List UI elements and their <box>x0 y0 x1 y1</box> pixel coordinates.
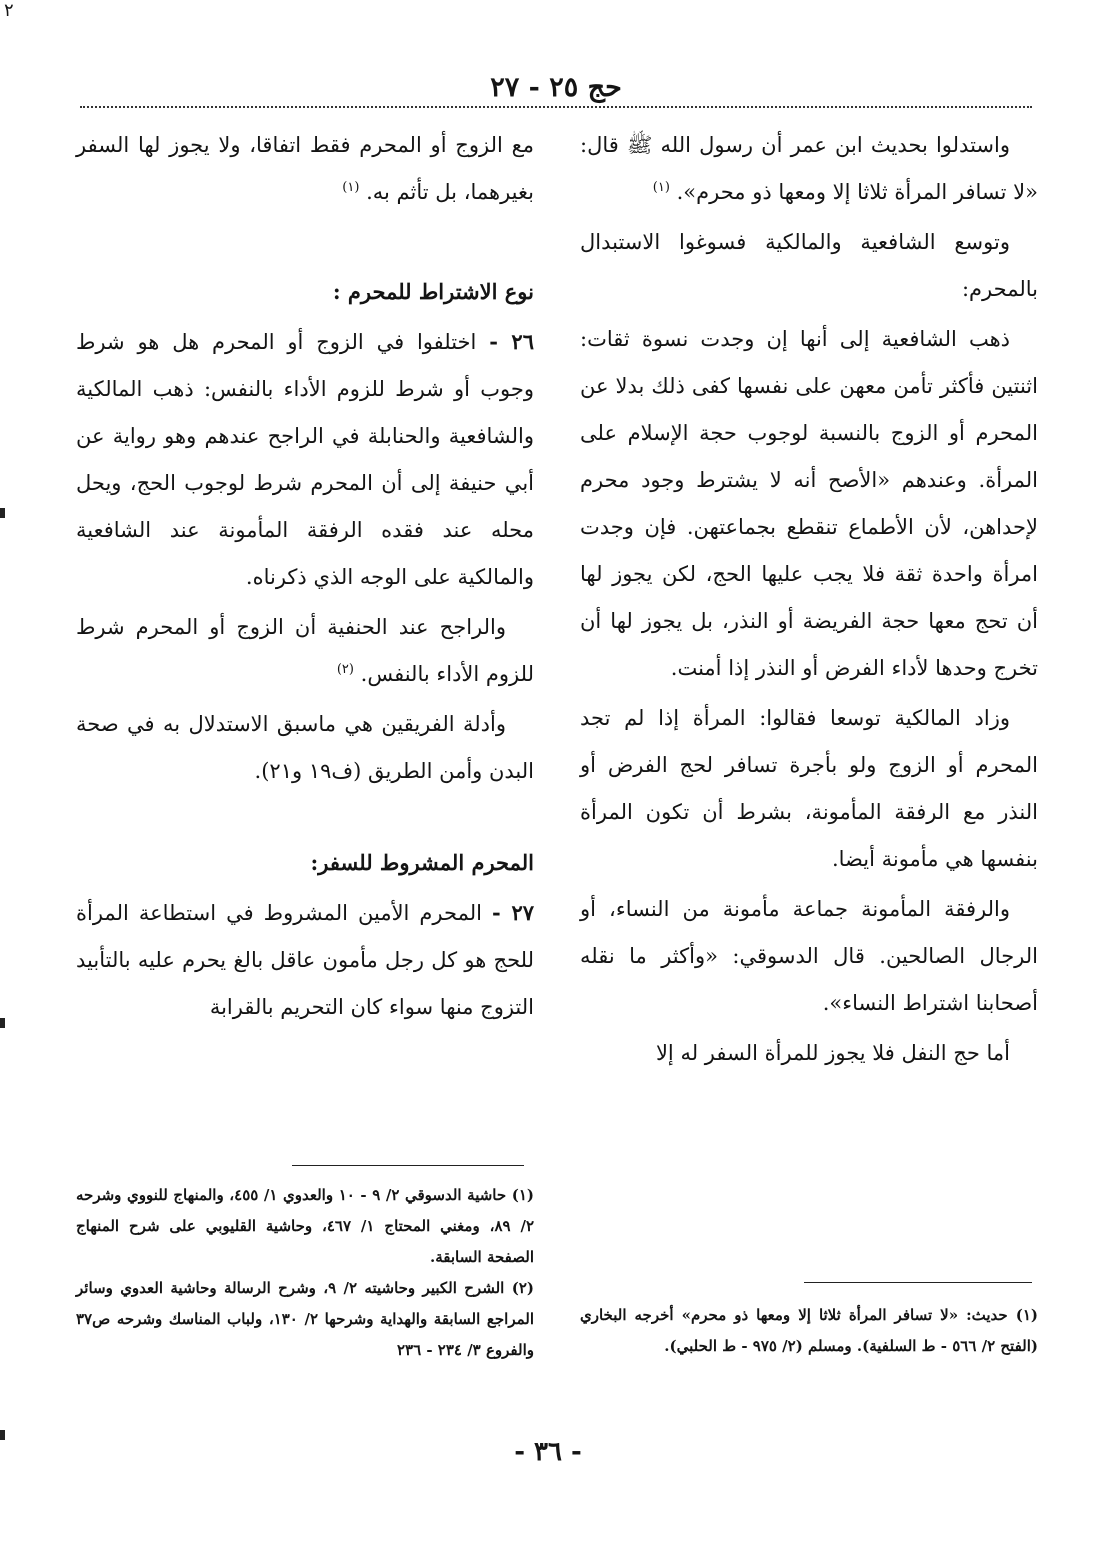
right-para-4: وزاد المالكية توسعا فقالوا: المرأة إذا لم تجد المحرم أو الزوج ولو بأجرة تسافر لحج الفرض أو النذر مع الرفقة المأمونة، بشرط أن تكون المرأة بنفسها هي مأمونة أيضا. <box>580 706 1038 871</box>
margin-mark <box>0 1430 5 1440</box>
right-para-3: ذهب الشافعية إلى أنها إن وجدت نسوة ثقات: اثنتين فأكثر تأمن معهن على نفسها كفى ذلك بدلا عن المحرم أو الزوج بالنسبة لوجوب حجة الإسلام على المرأة. وعندهم «الأصح أنه لا يشترط وجود محرم لإحداهن، لأن الأطماع تنقطع بجماعتهن. فإن وجدت امرأة واحدة ثقة فلا يجب عليها الحج، لكن يجوز لها أن تحج معها حجة الفريضة أو النذر، بل يجوز لها أن تخرج وحدها لأداء الفرض أو النذر إذا أمنت. <box>580 327 1038 680</box>
section-number: ٢٦ - <box>489 329 534 354</box>
section-heading-mahram: المحرم المشروط للسفر: <box>310 850 534 875</box>
footnote-rule-left <box>292 1165 524 1166</box>
margin-mark <box>0 1018 5 1028</box>
footnote-1: (١) حاشية الدسوقي ٢/ ٩ - ١٠ والعدوي ١/ ٤٥٥، والمنهاج للنووي وشرحه ٢/ ٨٩، ومغني المحتاج ١/ ٤٦٧، وحاشية القليوبي على شرح المنهاج الصفحة السابقة. <box>76 1186 535 1266</box>
corner-mark: ٢ <box>4 0 14 21</box>
footnote-1: (١) حديث: «لا تسافر المرأة ثلاثا إلا ومعها ذو محرم» أخرجه البخاري (الفتح ٢/ ٥٦٦ - ط السلفية). ومسلم (٢/ ٩٧٥ - ط الحلبي). <box>580 1306 1038 1355</box>
margin-mark <box>0 508 5 518</box>
right-column <box>580 122 1038 1080</box>
left-para-1: مع الزوج أو المحرم فقط اتفاقا، ولا يجوز لها السفر بغيرهما، بل تأثم به. $^{(١)}$ <box>76 133 534 204</box>
right-para-2: وتوسع الشافعية والمالكية فسوغوا الاستبدال بالمحرم: <box>580 230 1038 301</box>
section-number: ٢٧ - <box>492 900 534 925</box>
left-para-2: والراجح عند الحنفية أن الزوج أو المحرم شرط للزوم الأداء بالنفس. $^{(٢)}$ <box>76 615 534 686</box>
left-column <box>76 122 534 1034</box>
page-number: - ٣٦ - <box>514 1437 582 1467</box>
footnote-ref: (١) <box>342 180 360 195</box>
footnotes-left <box>76 1180 534 1366</box>
right-para-6: أما حج النفل فلا يجوز للمرأة السفر له إلا <box>655 1041 1010 1065</box>
footnote-rule-right <box>804 1282 1032 1283</box>
footnote-ref: (٢) <box>336 662 354 677</box>
footnote-ref: (١) <box>652 180 670 195</box>
right-para-5: والرفقة المأمونة جماعة مأمونة من النساء، أو الرجال الصالحين. قال الدسوقي: «وأكثر ما نقله أصحابنا اشتراط النساء». <box>580 897 1038 1015</box>
left-para-3: وأدلة الفريقين هي ماسبق الاستدلال به في صحة البدن وأمن الطريق (ف١٩ و٢١). <box>76 712 534 783</box>
running-header: حج ٢٥ - ٢٧ <box>490 72 622 103</box>
header-divider <box>80 106 1032 108</box>
footnotes-right <box>580 1300 1038 1362</box>
section-26: ٢٦ - اختلفوا في الزوج أو المحرم هل هو شرط وجوب أو شرط للزوم الأداء بالنفس: ذهب المالكية والشافعية والحنابلة في الراجح عندهم وهو رواية عن أبي حنيفة إلى أن المحرم شرط لوجوب الحج، ويحل محله عند فقده الرفقة المأمونة عند الشافعية والمالكية على الوجه الذي ذكرناه. <box>76 329 534 589</box>
right-para-1: واستدلوا بحديث ابن عمر أن رسول الله ﷺ قال: «لا تسافر المرأة ثلاثا إلا ومعها ذو محرم». $^{(١)}$ <box>580 133 1038 204</box>
section-27: ٢٧ - المحرم الأمين المشروط في استطاعة المرأة للحج هو كل رجل مأمون عاقل بالغ يحرم عليه بالتأبيد التزوج منها سواء كان التحريم بالقرابة <box>76 900 534 1019</box>
footnote-2: (٢) الشرح الكبير وحاشيته ٢/ ٩، وشرح الرسالة وحاشية العدوي وسائر المراجع السابقة والهداية وشرحها ٢/ ١٣٠، ولباب المناسك وشرحه ص٣٧ والفروع ٣/ ٢٣٤ - ٢٣٦ <box>76 1279 535 1359</box>
section-heading-type: نوع الاشتراط للمحرم : <box>332 279 534 304</box>
